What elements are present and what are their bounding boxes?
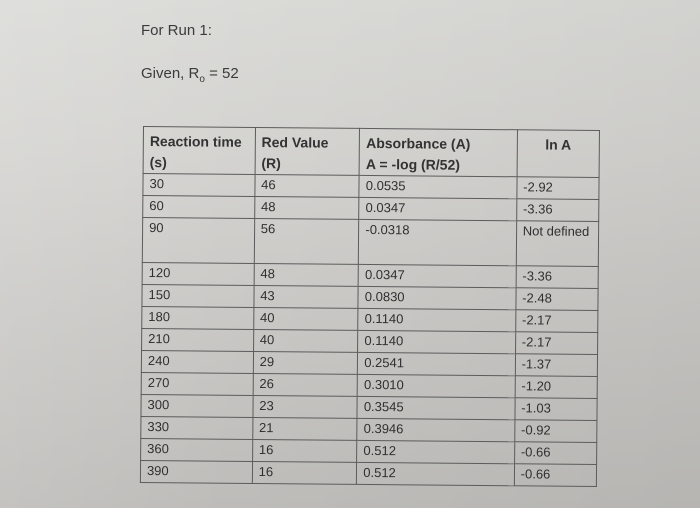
cell-time: 180: [142, 306, 254, 329]
cell-ln-a: -1.03: [515, 398, 597, 421]
cell-red: 23: [253, 395, 358, 418]
cell-abs: 0.0830: [358, 286, 516, 309]
cell-ln-a: -1.20: [515, 376, 597, 399]
given-prefix: Given, R: [141, 65, 200, 82]
cell-red: 56: [254, 218, 359, 264]
header-line: (s): [149, 154, 167, 171]
cell-ln-a: -2.17: [515, 332, 597, 355]
table-row: [140, 460, 596, 486]
cell-time: 150: [142, 284, 254, 307]
cell-time: 90: [142, 218, 254, 264]
cell-time: 300: [141, 394, 253, 417]
cell-abs: -0.0318: [359, 219, 517, 265]
header-row: [143, 127, 599, 178]
cell-abs: 0.3946: [357, 418, 515, 441]
given-line: [141, 65, 239, 85]
header-reaction-time: [143, 127, 255, 175]
header-ln-a: [517, 130, 600, 178]
cell-ln-a: -0.66: [514, 464, 596, 487]
cell-time: 390: [140, 460, 252, 483]
cell-red: 43: [254, 285, 359, 308]
cell-ln-a: -3.36: [516, 266, 598, 289]
cell-red: 40: [253, 329, 358, 352]
cell-time: 240: [141, 350, 253, 373]
header-line: A = -log (R/52): [365, 155, 461, 173]
cell-ln-a: -1.37: [515, 354, 597, 377]
table-row: [142, 218, 598, 267]
cell-ln-a: Not defined: [516, 221, 599, 267]
cell-time: 30: [143, 174, 255, 197]
header-absorbance: [359, 128, 517, 176]
cell-time: 60: [143, 196, 255, 219]
cell-abs: 0.3010: [357, 374, 515, 397]
header-line: ln A: [545, 136, 572, 153]
cell-time: 360: [141, 438, 253, 461]
cell-red: 21: [252, 417, 357, 440]
cell-abs: 0.1140: [358, 308, 516, 331]
cell-abs: 0.0535: [359, 175, 517, 198]
cell-ln-a: -0.92: [514, 420, 596, 443]
run-title: For Run 1:: [141, 22, 212, 39]
header-line: Absorbance (A): [366, 134, 471, 152]
header-red-value: [255, 127, 360, 175]
header-line: Reaction time: [149, 133, 242, 150]
cell-red: 40: [253, 307, 358, 330]
given-value: = 52: [204, 65, 239, 82]
cell-abs: 0.512: [357, 440, 515, 463]
cell-ln-a: -2.92: [517, 177, 599, 200]
cell-red: 16: [252, 439, 357, 462]
cell-time: 120: [142, 262, 254, 285]
given-subscript: o: [199, 74, 205, 85]
cell-abs: 0.3545: [357, 396, 515, 419]
cell-time: 270: [141, 372, 253, 395]
cell-red: 46: [255, 174, 360, 197]
cell-red: 48: [254, 196, 359, 219]
cell-ln-a: -2.17: [515, 310, 597, 333]
header-line: Red Value: [261, 134, 329, 151]
cell-abs: 0.512: [357, 462, 515, 485]
cell-time: 330: [141, 416, 253, 439]
cell-ln-a: -0.66: [514, 442, 596, 465]
cell-ln-a: -3.36: [516, 199, 598, 222]
cell-abs: 0.1140: [358, 330, 516, 353]
cell-red: 26: [253, 373, 358, 396]
cell-abs: 0.2541: [358, 352, 516, 375]
cell-red: 48: [254, 263, 359, 286]
cell-red: 16: [252, 461, 357, 484]
cell-time: 210: [142, 328, 254, 351]
cell-abs: 0.0347: [359, 197, 517, 220]
cell-abs: 0.0347: [358, 264, 516, 287]
cell-ln-a: -2.48: [516, 288, 598, 311]
header-line: (R): [261, 155, 281, 172]
data-table: [140, 126, 600, 487]
cell-red: 29: [253, 351, 358, 374]
